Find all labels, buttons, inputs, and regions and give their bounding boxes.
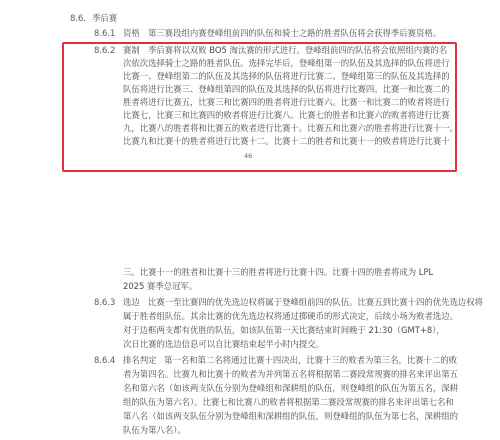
clause-8-6-2-line: 季后赛将以双败 BO5 淘汰赛的形式进行。登峰组前四的队伍将会依照组内赛的名	[148, 45, 448, 55]
clause-8-6-2-line: 胜者将进行比赛五，比赛三和比赛四的胜者将进行比赛六。比赛一和比赛二的败者将进行	[123, 97, 450, 107]
clause-8-6-4-line: 组的队伍为第六名）。比赛七和比赛八的败者将根据第二赛段常规赛的排名来评出第七名和	[123, 397, 454, 407]
clause-8-6-4-line: 第八名（如该两支队伍分别为登峰组和深耕组的队伍，则登峰组的队伍为第七名，深耕组的	[123, 411, 458, 421]
continuation-line: 三。比赛十一的胜者和比赛十三的胜者将进行比赛十四。比赛十四的胜者将成为 LPL	[123, 267, 434, 277]
clause-8-6-4-line: 队伍为第八名）。	[123, 425, 186, 435]
clause-8-6-4-number: 8.6.4	[94, 355, 116, 365]
page-number: 46	[244, 152, 253, 160]
clause-8-6-4-line: 者为第四名。比赛九和比赛十的败者为并列第五名将根据第二赛段常规赛的排名来评出第五	[123, 369, 458, 379]
clause-8-6-2-line: 比赛九和比赛十的胜者将进行比赛十二。比赛十二的胜者和比赛十一的败者将进行比赛十	[123, 136, 450, 146]
clause-8-6-2-line: 比赛一、登峰组第二的队伍及其选择的队伍将进行比赛二、登峰组第三的队伍及其选择的	[123, 71, 450, 81]
clause-8-6-3-line: 对于边框两支都有优胜的队伍，如该队伍第一天比赛结束时间晚于 21:30（GMT+8），	[123, 325, 445, 335]
clause-8-6-1-text: 第三赛段组内赛登峰组前四的队伍和骑士之路的胜者队伍将会获得季后赛资格。	[148, 28, 442, 38]
section-title: 季后赛	[92, 13, 118, 23]
clause-8-6-3-line: 属于胜者组队伍。其余比赛的优先选边权将通过掷硬币的形式决定，后续小场为败者选边。	[123, 311, 458, 321]
continuation-line: 2025 赛季总冠军。	[123, 281, 198, 291]
clause-8-6-2-line: 队伍将进行比赛三、登峰组第四的队伍及其选择的队伍将进行比赛四。比赛一和比赛二的	[123, 84, 450, 94]
clause-8-6-3-line: 次日比赛的选边信息可以自比赛结束起半小时内提交。	[123, 339, 324, 349]
clause-8-6-4-label: 排名判定	[123, 355, 157, 365]
clause-8-6-4-line: 名和第六名（如该两支队伍分别为登峰组和深耕组的队伍，则登峰组的队伍为第五名，深耕	[123, 383, 458, 393]
clause-8-6-3-label: 选边	[123, 297, 140, 307]
clause-8-6-1-label: 资格	[123, 28, 140, 38]
clause-8-6-2-line: 比赛七，比赛三和比赛四的败者将进行比赛八。比赛七的胜者和比赛六的败者将进行比赛	[123, 110, 450, 120]
clause-8-6-3-line: 比赛一至比赛四的优先选边权将属于登峰组前四的队伍。比赛五到比赛十四的优先选边权将	[148, 297, 483, 307]
clause-8-6-4-line: 第一名和第二名将通过比赛十四决出，比赛十三的败者为第三名，比赛十二的败	[164, 355, 458, 365]
section-number: 8.6.	[70, 13, 86, 23]
clause-8-6-2-number: 8.6.2	[94, 45, 116, 55]
clause-8-6-2-line: 次依次选择骑士之路的胜者队伍。选择完毕后，登峰组第一的队伍及其选择的队伍将进行	[123, 58, 450, 68]
clause-8-6-3-number: 8.6.3	[94, 297, 116, 307]
clause-8-6-2-line: 九，比赛八的胜者将和比赛五的败者进行比赛十。比赛五和比赛六的胜者将进行比赛十一。	[123, 123, 458, 133]
clause-8-6-1-number: 8.6.1	[94, 28, 116, 38]
clause-8-6-2-label: 赛制	[123, 45, 140, 55]
